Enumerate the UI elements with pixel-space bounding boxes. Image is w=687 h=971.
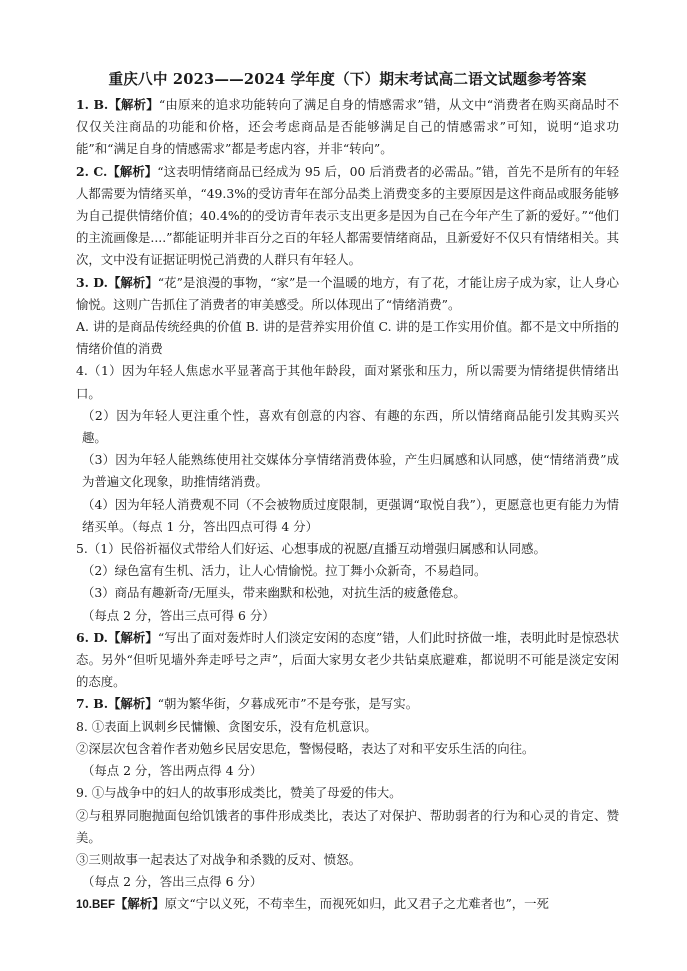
answer-q1-body: “由原来的追求功能转向了满足自身的情感需求”错，从文中“消费者在购买商品时不仅仅关注商品的功能和价格，还会考虑商品是否能够满足自己的情感需求”可知，说明“追求功能”和“满足自身的情感需求”都是考虑内容，并非“转向”。: [76, 97, 619, 157]
answer-q8-item: ②深层次包含着作者劝勉乡民居安思危，警惕侵略，表达了对和平安乐生活的向往。: [76, 740, 535, 756]
answer-q1-head: 1. B.【解析】: [76, 97, 159, 112]
answer-q9-item: ③三则故事一起表达了对战争和杀戮的反对、愤怒。: [76, 851, 361, 867]
answer-q9-item: ②与租界同胞抛面包给饥饿者的事件形成类比，表达了对保护、帮助弱者的行为和心灵的肯定、赞美。: [76, 807, 619, 845]
answer-content: [76, 94, 619, 917]
answer-q3-head: 3. D.【解析】: [76, 274, 158, 290]
answer-q4-item: （3）因为年轻人能熟练使用社交媒体分享情绪消费体验，产生归属感和认同感，使“情绪消费”成为普遍文化现象，助推情绪消费。: [82, 452, 619, 490]
answer-q5-item: （2）绿色富有生机、活力，让人心情愉悦。拉丁舞小众新奇，不易趋同。: [82, 563, 487, 579]
answer-q7-body: “朝为繁华街，夕暮成死市”不是夸张，是写实。: [157, 696, 419, 712]
answer-q5-score: （每点 2 分，答出三点可得 6 分）: [82, 607, 275, 623]
answer-q9-score: （每点 2 分，答出三点得 6 分）: [82, 874, 263, 890]
answer-q5-item: 5.（1）民俗祈福仪式带给人们好运、心想事成的祝愿/直播互动增强归属感和认同感。: [76, 541, 546, 557]
answer-q3: [76, 272, 619, 316]
answer-q10-number: 10.BEF: [76, 899, 115, 912]
answer-q4-item: （4）因为年轻人消费观不同（不会被物质过度限制，更强调“取悦自我”），更愿意也更有能力为情绪买单。（每点 1 分，答出四点可得 4 分）: [82, 496, 619, 534]
answer-q4-item: （2）因为年轻人更注重个性，喜欢有创意的内容、有趣的东西，所以情绪商品能引发其购买兴趣。: [82, 407, 619, 446]
answer-q10-head: 【解析】: [115, 896, 165, 912]
answer-q10-body: 原文“宁以义死，不苟幸生，而视死如归，此又君子之尤难者也”，一死: [164, 896, 549, 912]
answer-q4-item: 4.（1）因为年轻人焦虑水平显著高于其他年龄段，面对紧张和压力，所以需要为情绪提供情绪出口。: [76, 363, 619, 401]
answer-q2-body: “这表明情绪商品已经成为 95 后，00 后消费者的必需品。”错，首先不是所有的年轻人都需要为情绪买单，“49.3%的受访青年在部分品类上消费变多的主要原因是这件商品或服务能够为自己提供情绪价值；40.4%的的受访青年表示支出更多是因为自己在今年产生了新的爱好。”“他们的主流画像是....”都能证明并非百分之百的年轻人都需要情绪商品，且新爱好不仅只有情绪相关。其次，文中没有证据证明悦己消费的人群只有年轻人。: [76, 163, 619, 268]
answer-q1: [76, 94, 619, 161]
answer-q5-item: （3）商品有趣新奇/无厘头，带来幽默和松弛，对抗生活的疲惫倦怠。: [82, 585, 466, 601]
answer-q10: [76, 893, 619, 916]
answer-q3-body: “花”是浪漫的事物，“家”是一个温暖的地方，有了花，才能让房子成为家，让人身心愉悦。这则广告抓住了消费者的审美感受。所以体现出了“情绪消费”。: [76, 274, 619, 312]
answer-q7-head: 7. B.【解析】: [76, 696, 158, 712]
answer-q9-item: 9. ①与战争中的妇人的故事形成类比，赞美了母爱的伟大。: [76, 785, 402, 801]
answer-q6-head: 6. D.【解析】: [76, 629, 158, 645]
page-title: 重庆八中 2023——2024 学年度（下）期末考试高二语文试题参考答案: [108, 71, 587, 88]
answer-q8-score: （每点 2 分，答出两点得 4 分）: [82, 763, 263, 779]
answer-q7: [76, 693, 619, 715]
answer-q6-body: “写出了面对轰炸时人们淡定安闲的态度”错，人们此时挤做一堆，表明此时是惊恐状态。另外“但听见墙外奔走呼号之声”，后面大家男女老少共钻桌底避难，都说明不可能是淡定安闲的态度。: [76, 629, 619, 690]
answer-q8-item: 8. ①表面上讽刺乡民慵懒、贪图安乐，没有危机意识。: [76, 718, 377, 734]
answer-q3-extra: A. 讲的是商品传统经典的价值 B. 讲的是营养实用价值 C. 讲的是工作实用价值。都不是文中所指的情绪价值的消费: [76, 319, 619, 357]
answer-q2-head: 2. C.【解析】: [76, 163, 158, 179]
answer-q2: [76, 161, 619, 272]
answer-q6: [76, 627, 619, 694]
